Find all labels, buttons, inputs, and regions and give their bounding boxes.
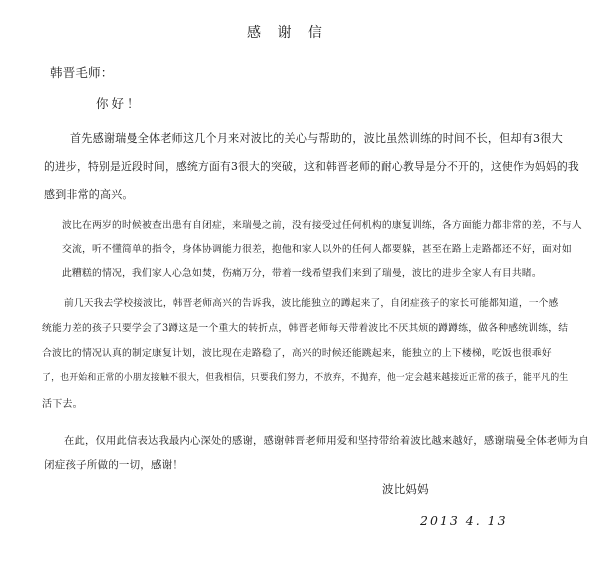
paragraph-1-line-1: 首先感谢瑞曼全体老师这几个月来对波比的关心与帮助的，波比虽然训练的时间不长，但却有3很大 — [70, 132, 563, 145]
paragraph-4-line-1: 在此，仅用此信表达我最内心深处的感谢，感谢韩晋老师用爱和坚持带给着波比越来越好，感谢瑞曼全体老师为自 — [64, 435, 589, 447]
greeting: 你好！ — [96, 96, 143, 111]
signature-date: 2013 4. 13 — [420, 513, 508, 528]
paragraph-2-line-1: 波比在两岁的时候被查出患有自闭症，来瑞曼之前，没有接受过任何机构的康复训练，各方面能力都非常的差，不与人 — [62, 220, 582, 231]
paragraph-1-line-2: 的进步，特别是近段时间，感统方面有3很大的突破，这和韩晋老师的耐心教导是分不开的，这使作为妈妈的我 — [44, 160, 579, 173]
paragraph-3-line-2: 统能力差的孩子只要学会了3蹲这是一个重大的转折点，韩晋老师每天带着波比不厌其烦的蹲蹲练，做各种感统训练，结 — [42, 323, 569, 334]
paragraph-3-line-3: 合波比的情况认真的制定康复计划，波比现在走路稳了，高兴的时候还能跳起来，能独立的上下楼梯，吃饭也很乖好 — [42, 348, 552, 359]
paragraph-3-line-5: 活下去。 — [42, 399, 83, 410]
paragraph-3-line-1: 前几天我去学校接波比，韩晋老师高兴的告诉我，波比能独立的蹲起来了，自闭症孩子的家长可能都知道，一个感 — [64, 298, 559, 309]
paragraph-1-line-3: 感到非常的高兴。 — [44, 188, 134, 201]
paragraph-2-line-2: 交流，听不懂简单的指令，身体协调能力很差，抱他和家人以外的任何人都要躲，甚至在路上走路都还不好，面对如 — [62, 244, 572, 255]
signature: 波比妈妈 — [382, 482, 429, 496]
paragraph-2-line-3: 此糟糕的情况，我们家人心急如焚，伤痛万分，带着一线希望我们来到了瑞曼，波比的进步全家人有目共睹。 — [62, 268, 542, 279]
letter-title: 感 谢 信 — [247, 25, 328, 41]
salutation: 韩晋毛师： — [50, 65, 114, 80]
paragraph-3-line-4: 了，也开始和正常的小朋友接触不很大，但我相信，只要我们努力，不放弃，不抛弃，他一定会越来越接近正常的孩子，能平凡的生 — [42, 373, 569, 383]
paragraph-4-line-2: 闭症孩子所做的一切，感谢！ — [44, 459, 184, 471]
